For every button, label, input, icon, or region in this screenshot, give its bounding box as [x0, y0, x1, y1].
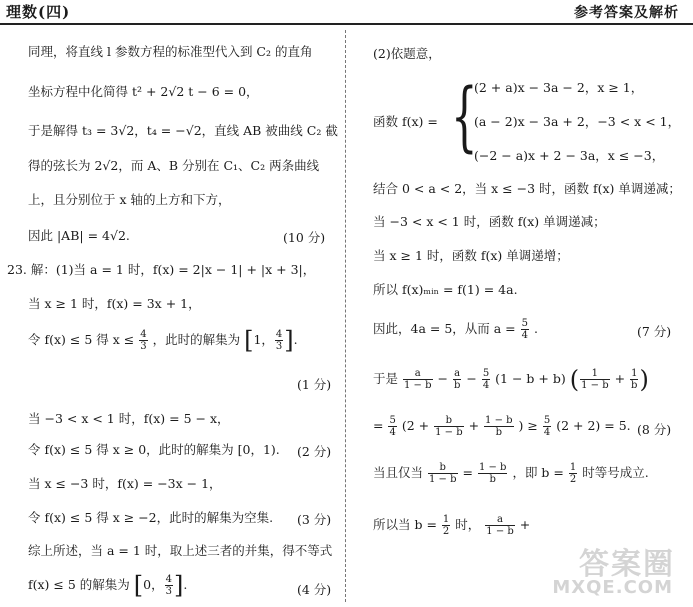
text-line: 当 x ≥ 1 时，函数 f(x) 单调递增； — [373, 248, 569, 263]
text-line: 当 x ≤ −3 时，f(x) = −3x − 1， — [28, 476, 222, 491]
text-line: 上，且分别位于 x 轴的上方和下方， — [28, 192, 231, 207]
fraction: $\frac{5}{4}$ — [543, 415, 551, 438]
fraction: $\frac{b}{1 - b}$ — [429, 462, 457, 485]
text-line: 结合 0 < a < 2，当 x ≤ −3 时，函数 f(x) 单调递减； — [373, 181, 681, 196]
score-mark: (8 分) — [637, 422, 672, 437]
text-line: 令 f(x) ≤ 5 得 x ≥ −2，此时的解集为空集. — [28, 510, 274, 525]
text-line: 当 x ≥ 1 时，f(x) = 3x + 1， — [28, 296, 201, 311]
text-line: 当 −3 < x < 1 时，函数 f(x) 单调递减； — [373, 214, 606, 229]
fraction: $\frac{1}{2}$ — [569, 462, 577, 485]
text-line: 令 f(x) ≤ 5 得 x ≥ 0，此时的解集为 [0，1). — [28, 442, 280, 457]
fraction: $\frac{1}{1 - b}$ — [581, 368, 609, 391]
header-subject: 理数(四) — [6, 3, 71, 21]
score-mark: (10 分) — [283, 230, 326, 245]
score-mark: (2 分) — [297, 444, 332, 459]
fraction: $\frac{4}{3}$ — [140, 329, 147, 352]
problem-23-heading: 23. 解：(1)当 a = 1 时，f(x) = 2|x − 1| + |x + 3|， — [7, 262, 316, 277]
fraction: $\frac{1}{b}$ — [631, 368, 638, 391]
text-line: 当 −3 < x < 1 时，f(x) = 5 − x， — [28, 411, 230, 426]
fraction: $\frac{4}{3}$ — [275, 329, 283, 352]
score-mark: (3 分) — [297, 512, 332, 527]
text-line: 所以当 b = $\frac{1}{2}$ 时， $\frac{a}{1 - b}$ + — [373, 514, 531, 537]
text-line: 坐标方程中化简得 t² + 2√2 t − 6 = 0， — [28, 84, 259, 99]
score-mark: (4 分) — [297, 582, 332, 597]
piecewise-case: (−2 − a)x + 2 − 3a，x ≤ −3， — [474, 148, 665, 163]
piecewise-label: 函数 f(x) = — [373, 114, 438, 129]
fraction: $\frac{5}{4}$ — [389, 415, 396, 438]
text-line: 因此 |AB| = 4√2. — [28, 228, 130, 243]
fraction: $\frac{a}{1 - b}$ — [486, 514, 514, 537]
score-mark: (7 分) — [637, 324, 672, 339]
fraction: $\frac{4}{3}$ — [165, 574, 172, 597]
fraction: $\frac{b}{1 - b}$ — [435, 415, 463, 438]
header-rule — [0, 23, 693, 25]
text-line: f(x) ≤ 5 的解集为 [0， $\frac{4}{3}$ ]. — [28, 571, 188, 600]
text-line: 因此，4a = 5，从而 a = $\frac{5}{4}$ . — [373, 318, 538, 341]
page-header — [0, 0, 693, 22]
fraction: $\frac{1 - b}{b}$ — [485, 415, 513, 438]
text-line: (2)依题意， — [373, 46, 441, 61]
piecewise-brace: { — [451, 71, 478, 160]
text-line: 令 f(x) ≤ 5 得 x ≤ $\frac{4}{3}$ ，此时的解集为 [1， $\frac{4}{3}$ ]. — [28, 326, 298, 355]
fraction: $\frac{5}{4}$ — [521, 318, 529, 341]
fraction: $\frac{1}{2}$ — [442, 514, 450, 537]
fraction: $\frac{a}{1 - b}$ — [404, 368, 432, 391]
text-line: 同理，将直线 l 参数方程的标准型代入到 C₂ 的直角 — [28, 44, 313, 59]
header-title: 参考答案及解析 — [574, 5, 679, 21]
text-line: 当且仅当 $\frac{b}{1 - b}$ = $\frac{1 - b}{b}$ ，即 b = $\frac{1}{2}$ 时等号成立. — [373, 462, 649, 485]
score-mark: (1 分) — [297, 377, 332, 392]
fraction: $\frac{5}{4}$ — [482, 368, 490, 391]
piecewise-case: (a − 2)x − 3a + 2，−3 < x < 1， — [474, 114, 681, 129]
text-line: 所以 f(x)ₘᵢₙ = f(1) = 4a. — [373, 282, 518, 297]
text-line: = $\frac{5}{4}$ (2 + $\frac{b}{1 - b}$ + $\frac{1 - b}{b}$ ) ≥ $\frac{5}{4}$ (2 + 2) = 5. — [373, 415, 631, 438]
watermark-logo: 答案圈 MXQE.COM — [552, 547, 675, 598]
fraction: $\frac{a}{b}$ — [453, 368, 461, 391]
fraction: $\frac{1 - b}{b}$ — [478, 462, 507, 485]
piecewise-case: (2 + a)x − 3a − 2，x ≥ 1， — [474, 80, 644, 95]
text-line: 得的弦长为 2√2，而 A、B 分别在 C₁、C₂ 两条曲线 — [28, 158, 320, 173]
text-line: 于是解得 t₃ = 3√2，t₄ = −√2，直线 AB 被曲线 C₂ 截 — [28, 123, 338, 138]
text-line: 综上所述，当 a = 1 时，取上述三者的并集，得不等式 — [28, 543, 333, 558]
column-divider — [345, 30, 346, 602]
text-line: 于是 $\frac{a}{1 - b}$ − $\frac{a}{b}$ − $\frac{5}{4}$ (1 − b + b) ( $\frac{1}{1 - b}$ + $\frac{1}{b}$ ) — [373, 365, 649, 394]
